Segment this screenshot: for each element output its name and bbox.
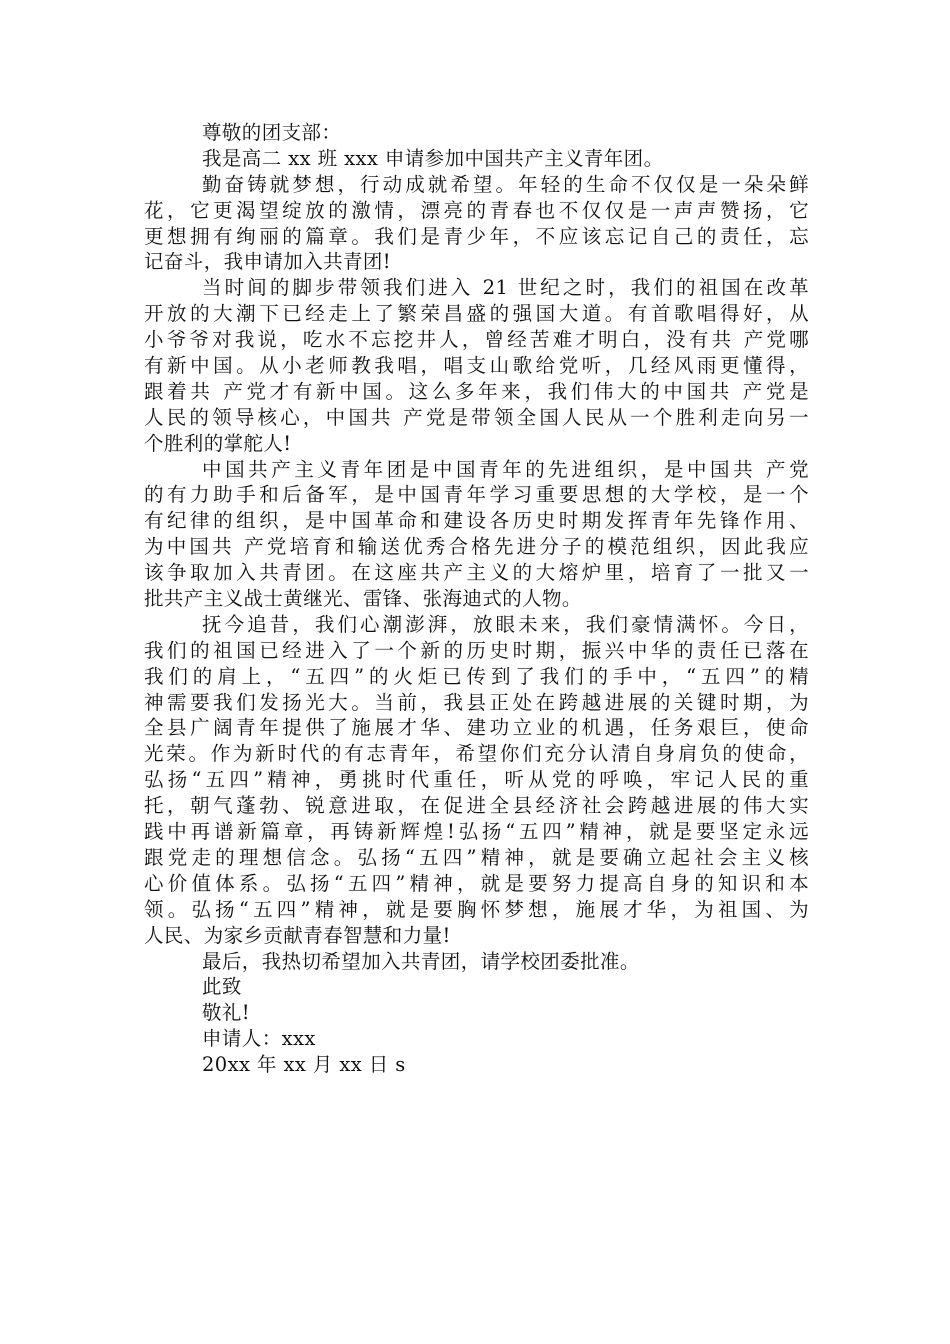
paragraph-line: 有新中国。从小老师教我唱，唱支山歌给党听，几经风雨更懂得， <box>144 354 809 378</box>
paragraph-line: 更想拥有绚丽的篇章。我们是青少年，不应该忘记自己的责任，忘 <box>144 224 809 248</box>
salutation: 尊敬的团支部： <box>202 121 342 144</box>
paragraph-line: 批共产主义战士黄继光、雷锋、张海迪式的人物。 <box>144 587 582 611</box>
paragraph-line: 心价值体系。弘扬“五四”精神，就是要努力提高自身的知识和本 <box>144 871 809 895</box>
paragraph-line: 当时间的脚步带领我们进入 21 世纪之时，我们的祖国在改革 <box>202 276 809 300</box>
paragraph-line: 记奋斗，我申请加入共青团! <box>144 250 392 274</box>
paragraph-line: 个胜利的掌舵人! <box>144 431 292 455</box>
paragraph-line: 跟着共 产党才有新中国。这么多年来，我们伟大的中国共 产党是 <box>144 379 809 403</box>
paragraph-line: 花，它更渴望绽放的激情，漂亮的青春也不仅仅是一声声赞扬，它 <box>144 198 809 222</box>
paragraph-line: 神需要我们发扬光大。当前，我县正处在跨越进展的关键时期，为 <box>144 690 809 714</box>
paragraph-1 <box>144 172 809 276</box>
paragraph-line: 有纪律的组织，是中国革命和建设各历史时期发挥青年先锋作用、 <box>144 509 809 533</box>
paragraph-line: 小爷爷对我说，吃水不忘挖井人，曾经苦难才明白，没有共 产党哪 <box>144 328 809 352</box>
applicant-signature: 申请人：xxx <box>202 1027 316 1051</box>
regards-line-2: 敬礼! <box>202 1001 251 1025</box>
paragraph-line: 人民、为家乡贡献青春智慧和力量! <box>144 923 451 947</box>
paragraph-line: 人民的领导核心，中国共 产党是带领全国人民从一个胜利走向另一 <box>144 405 809 429</box>
paragraph-line: 我们的祖国已经进入了一个新的历史时期，振兴中华的责任已落在 <box>144 638 809 662</box>
closing-line: 最后，我热切希望加入共青团，请学校团委批准。 <box>202 949 640 973</box>
letter-date: 20xx 年 xx 月 xx 日 s <box>202 1053 406 1077</box>
paragraph-line: 践中再谱新篇章，再铸新辉煌!弘扬“五四”精神，就是要坚定永远 <box>144 820 809 844</box>
regards-line-1: 此致 <box>202 975 242 999</box>
intro-line: 我是高二 xx 班 xxx 申请参加中国共产主义青年团。 <box>202 146 664 170</box>
paragraph-line: 我们的肩上，“五四”的火炬已传到了我们的手中，“五四”的精 <box>144 664 809 688</box>
paragraph-line: 开放的大潮下已经走上了繁荣昌盛的强国大道。有首歌唱得好，从 <box>144 302 809 326</box>
paragraph-line: 跟党走的理想信念。弘扬“五四”精神，就是要确立起社会主义核 <box>144 845 809 869</box>
paragraph-line: 抚今追昔，我们心潮澎湃，放眼未来，我们豪情满怀。今日， <box>202 612 809 636</box>
paragraph-line: 托，朝气蓬勃、锐意进取，在促进全县经济社会跨越进展的伟大实 <box>144 794 809 818</box>
paragraph-line: 的有力助手和后备军，是中国青年学习重要思想的大学校，是一个 <box>144 483 809 507</box>
paragraph-line: 该争取加入共青团。在这座共产主义的大熔炉里，培育了一批又一 <box>144 561 809 585</box>
paragraph-line: 为中国共 产党培育和输送优秀合格先进分子的模范组织，因此我应 <box>144 535 809 559</box>
paragraph-3 <box>144 457 809 612</box>
paragraph-line: 中国共产主义青年团是中国青年的先进组织，是中国共 产党 <box>202 457 809 481</box>
application-letter <box>144 120 809 1078</box>
paragraph-line: 光荣。作为新时代的有志青年，希望你们充分认清自身肩负的使命， <box>144 742 809 766</box>
paragraph-line: 领。弘扬“五四”精神，就是要胸怀梦想，施展才华，为祖国、为 <box>144 897 809 921</box>
paragraph-line: 勤奋铸就梦想，行动成就希望。年轻的生命不仅仅是一朵朵鲜 <box>202 172 809 196</box>
paragraph-4 <box>144 612 809 949</box>
paragraph-2 <box>144 275 809 456</box>
paragraph-line: 全县广阔青年提供了施展才华、建功立业的机遇，任务艰巨，使命 <box>144 716 809 740</box>
paragraph-line: 弘扬“五四”精神，勇挑时代重任，听从党的呼唤，牢记人民的重 <box>144 768 809 792</box>
